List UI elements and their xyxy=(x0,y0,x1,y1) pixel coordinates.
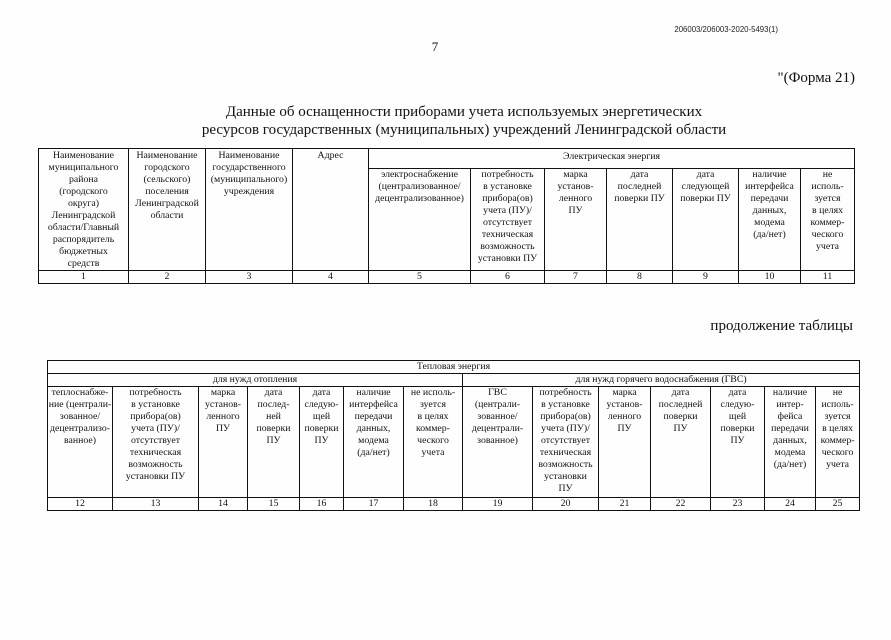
col-8-number: 8 xyxy=(607,271,673,284)
col-24-header: наличие интер- фейса передачи данных, модема (да/нет) xyxy=(765,387,816,498)
col-7-number: 7 xyxy=(545,271,607,284)
col-5-header: электроснабжение (централизованное/ децентрализованное) xyxy=(369,169,471,271)
document-registration-code: 206003/206003-2020-5493(1) xyxy=(674,25,778,34)
col-24-number: 24 xyxy=(765,498,816,511)
col-6-header: потребность в установке прибора(ов) учета (ПУ)/ отсутствует техническая возможность установки ПУ xyxy=(471,169,545,271)
col-18-number: 18 xyxy=(404,498,463,511)
col-14-header: марка установ- ленного ПУ xyxy=(199,387,248,498)
table2-header-row xyxy=(48,387,860,498)
col-15-header: дата послед- ней поверки ПУ xyxy=(248,387,300,498)
table-continuation-label: продолжение таблицы xyxy=(710,318,853,334)
col-20-number: 20 xyxy=(533,498,599,511)
col-8-header: дата последней поверки ПУ xyxy=(607,169,673,271)
col-22-number: 22 xyxy=(651,498,711,511)
col-1-header: Наименование муниципального района (городского округа) Ленинградской области/Главный распорядитель бюджетных средств xyxy=(39,149,129,271)
col-21-header: марка установ- ленного ПУ xyxy=(599,387,651,498)
col-13-header: потребность в установке прибора(ов) учета (ПУ)/ отсутствует техническая возможность установки ПУ xyxy=(113,387,199,498)
hot-water-subgroup-header: для нужд горячего водоснабжения (ГВС) xyxy=(463,374,860,387)
table1-body xyxy=(39,149,855,284)
col-16-number: 16 xyxy=(300,498,344,511)
col-23-number: 23 xyxy=(711,498,765,511)
col-21-number: 21 xyxy=(599,498,651,511)
title-line-1: Данные об оснащенности приборами учета используемых энергетических xyxy=(225,104,703,120)
table2-group-row xyxy=(48,361,860,374)
col-5-number: 5 xyxy=(369,271,471,284)
form-label: "(Форма 21) xyxy=(777,70,855,86)
col-17-header: наличие интерфейса передачи данных, модема (да/нет) xyxy=(344,387,404,498)
table1-header-row xyxy=(39,149,855,169)
col-1-number: 1 xyxy=(39,271,129,284)
col-18-header: не исполь- зуется в целях коммер- ческого учета xyxy=(404,387,463,498)
table2-number-row xyxy=(48,498,860,511)
col-12-number: 12 xyxy=(48,498,113,511)
col-16-header: дата следую- щей поверки ПУ xyxy=(300,387,344,498)
col-3-number: 3 xyxy=(206,271,293,284)
col-9-number: 9 xyxy=(673,271,739,284)
col-10-header: наличие интерфейса передачи данных, модема (да/нет) xyxy=(739,169,801,271)
col-4-header: Адрес xyxy=(293,149,369,271)
col-25-header: не исполь- зуется в целях коммер- ческого учета xyxy=(816,387,860,498)
col-13-number: 13 xyxy=(113,498,199,511)
col-7-header: марка установ- ленного ПУ xyxy=(545,169,607,271)
table1-number-row xyxy=(39,271,855,284)
col-10-number: 10 xyxy=(739,271,801,284)
col-19-number: 19 xyxy=(463,498,533,511)
col-14-number: 14 xyxy=(199,498,248,511)
col-17-number: 17 xyxy=(344,498,404,511)
heat-energy-table xyxy=(47,360,860,511)
col-4-number: 4 xyxy=(293,271,369,284)
table2-body xyxy=(48,361,860,511)
col-2-header: Наименование городского (сельского) поселения Ленинградской области xyxy=(129,149,206,271)
col-2-number: 2 xyxy=(129,271,206,284)
table2-subgroup-row xyxy=(48,374,860,387)
col-19-header: ГВС (централи- зованное/ децентрали- зованное) xyxy=(463,387,533,498)
document-title xyxy=(100,103,828,139)
heating-subgroup-header: для нужд отопления xyxy=(48,374,463,387)
page-number: 7 xyxy=(431,39,439,54)
col-6-number: 6 xyxy=(471,271,545,284)
col-22-header: дата последней поверки ПУ xyxy=(651,387,711,498)
col-11-number: 11 xyxy=(801,271,855,284)
col-11-header: не исполь- зуется в целях коммер- ческого учета xyxy=(801,169,855,271)
col-9-header: дата следующей поверки ПУ xyxy=(673,169,739,271)
title-line-2: ресурсов государственных (муниципальных) учреждений Ленинградской области xyxy=(201,122,727,138)
heat-energy-group-header: Тепловая энергия xyxy=(48,361,860,374)
col-3-header: Наименование государственного (муниципального) учреждения xyxy=(206,149,293,271)
electricity-table xyxy=(38,148,855,284)
electricity-group-header: Электрическая энергия xyxy=(369,149,855,169)
col-15-number: 15 xyxy=(248,498,300,511)
col-25-number: 25 xyxy=(816,498,860,511)
col-12-header: теплоснабже- ние (централи- зованное/ децентрализо- ванное) xyxy=(48,387,113,498)
col-23-header: дата следую- щей поверки ПУ xyxy=(711,387,765,498)
col-20-header: потребность в установке прибора(ов) учета (ПУ)/ отсутствует техническая возможность установки ПУ xyxy=(533,387,599,498)
